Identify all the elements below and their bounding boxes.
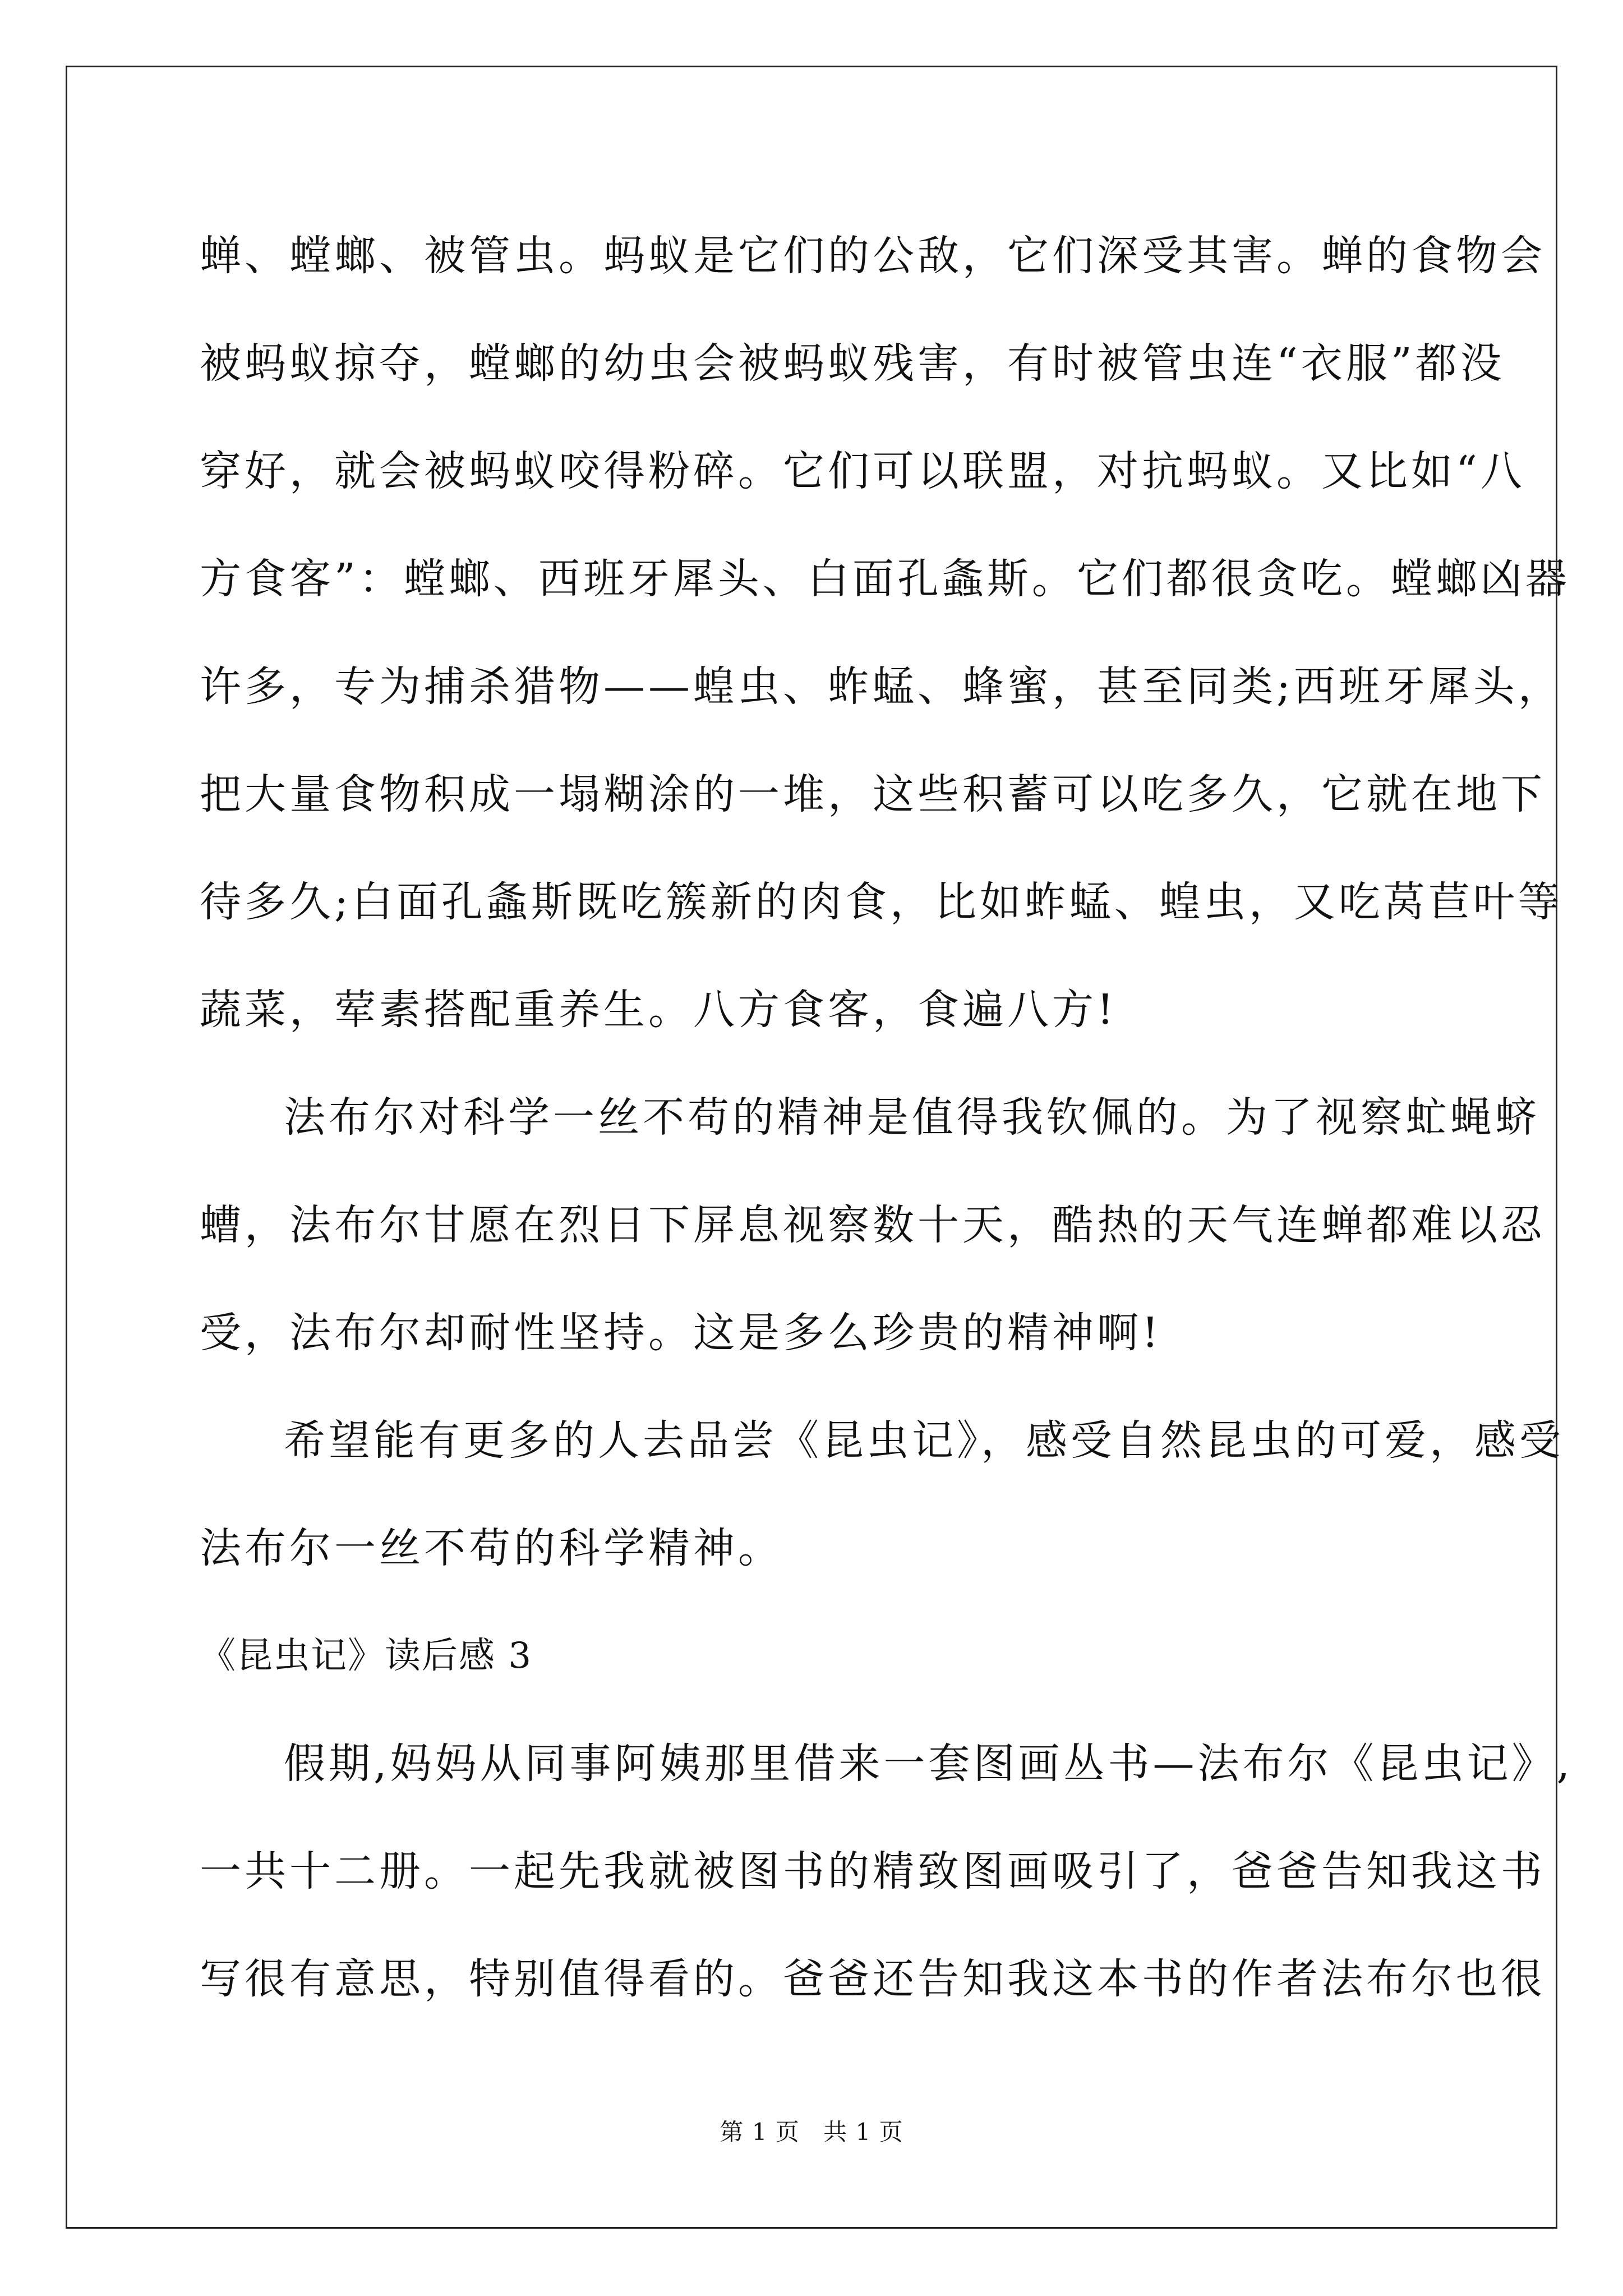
paragraph-1 xyxy=(200,202,1570,1064)
paragraph-2 xyxy=(200,1064,1546,1387)
paragraph-line: 蔬菜，荤素搭配重养生。八方食客，食遍八方! xyxy=(200,986,1117,1034)
paragraph-line: 螬，法布尔甘愿在烈日下屏息视察数十天，酷热的天气连蝉都难以忍 xyxy=(200,1201,1546,1249)
paragraph-line: 法布尔对科学一丝不苟的精神是值得我钦佩的。为了视察虻蝇蛴 xyxy=(284,1093,1540,1142)
page-number-total: 共 1 页 xyxy=(823,2118,903,2146)
paragraph-3 xyxy=(200,1387,1564,1602)
paragraph-line: 被蚂蚁掠夺，螳螂的幼虫会被蚂蚁残害，有时被管虫连“衣服”都没 xyxy=(200,339,1505,388)
paragraph-line: 许多，专为捕杀猎物——蝗虫、蚱蜢、蜂蜜，甚至同类;西班牙犀头， xyxy=(200,662,1563,711)
paragraph-4 xyxy=(200,1710,1574,2033)
paragraph-line: 写很有意思，特别值得看的。爸爸还告知我这本书的作者法布尔也很 xyxy=(200,1955,1546,2003)
paragraph-line: 受，法布尔却耐性坚持。这是多么珍贵的精神啊! xyxy=(200,1309,1162,1357)
page-number-current: 第 1 页 xyxy=(720,2118,800,2146)
paragraph-line: 方食客”：螳螂、西班牙犀头、白面孔螽斯。它们都很贪吃。螳螂凶器 xyxy=(200,555,1570,603)
paragraph-line: 蝉、螳螂、被管虫。蚂蚁是它们的公敌，它们深受其害。蝉的食物会 xyxy=(200,232,1546,280)
paragraph-line: 一共十二册。一起先我就被图书的精致图画吸引了，爸爸告知我这书 xyxy=(200,1847,1546,1895)
paragraph-line: 假期,妈妈从同事阿姨那里借来一套图画丛书—法布尔《昆虫记》, xyxy=(284,1740,1574,1788)
paragraph-line: 待多久;白面孔螽斯既吃簇新的肉食，比如蚱蜢、蝗虫，又吃莴苣叶等 xyxy=(200,878,1563,926)
page-footer xyxy=(0,2114,1623,2147)
document-body xyxy=(200,202,1574,2033)
paragraph-line: 把大量食物积成一塌糊涂的一堆，这些积蓄可以吃多久，它就在地下 xyxy=(200,770,1546,818)
section-heading: 《昆虫记》读后感 3 xyxy=(200,1635,533,1677)
paragraph-line: 法布尔一丝不苟的科学精神。 xyxy=(200,1524,783,1572)
paragraph-line: 希望能有更多的人去品尝《昆虫记》，感受自然昆虫的可爱，感受 xyxy=(284,1416,1564,1465)
paragraph-line: 穿好，就会被蚂蚁咬得粉碎。它们可以联盟，对抗蚂蚁。又比如“八 xyxy=(200,447,1525,495)
